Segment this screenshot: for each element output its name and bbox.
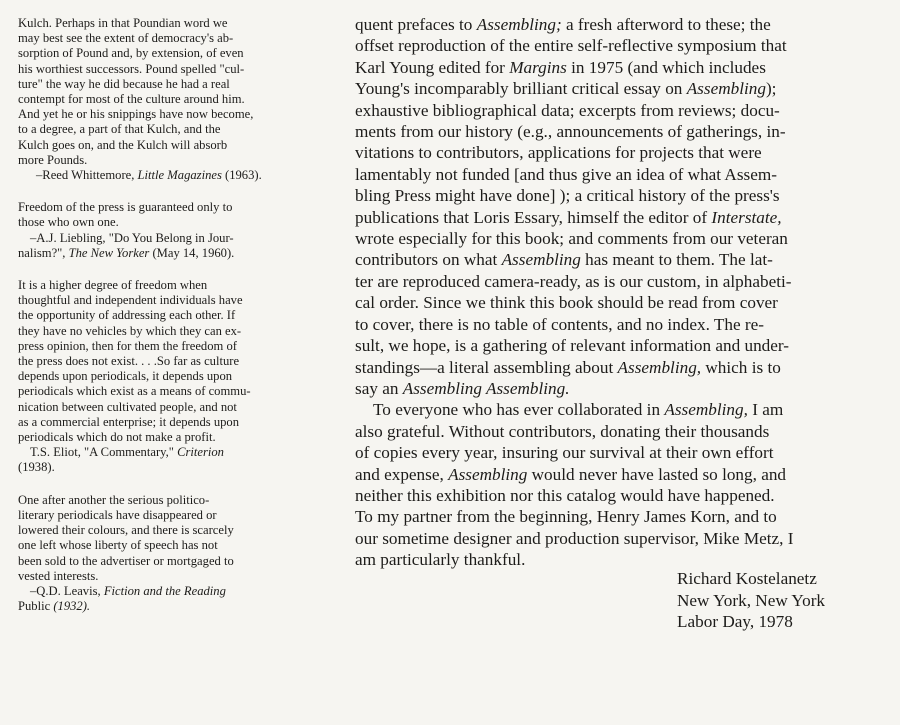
- text-run: to cover, there is no table of contents, and no index. The re-: [355, 314, 764, 334]
- text-run: thoughtful and independent individuals have: [18, 293, 243, 308]
- text-run: and expense,: [355, 464, 449, 484]
- quote-attribution: [18, 460, 318, 475]
- text-run: our sometime designer and production supervisor, Mike Metz, I: [355, 528, 794, 548]
- quote-attribution: [18, 599, 318, 614]
- text-run: wrote especially for this book; and comments from our veteran: [355, 229, 788, 249]
- text-run: a fresh afterword to these; the: [561, 15, 771, 34]
- text-run: I am: [747, 400, 784, 420]
- body-line: [355, 528, 895, 549]
- body-line: [355, 185, 895, 206]
- italic-title: Assembling: [448, 464, 528, 484]
- epigraph-quote: [18, 200, 318, 261]
- signature-line: [677, 611, 825, 633]
- epigraph-quote: [18, 278, 318, 476]
- italic-title: Assembling: [686, 79, 766, 99]
- text-run: vitations to contributors, applications for projects that were: [355, 143, 762, 163]
- text-run: been sold to the advertiser or mortgaged to: [18, 553, 234, 568]
- text-run: quent prefaces to: [355, 15, 477, 34]
- epigraph-quote: [18, 493, 318, 615]
- text-run: offset reproduction of the entire self-reflective symposium that: [355, 36, 787, 56]
- body-line: [355, 464, 895, 485]
- italic-title: Assembling;: [476, 15, 562, 34]
- text-run: –Q.D. Leavis,: [30, 583, 104, 598]
- text-run: Richard Kostelanetz: [677, 569, 817, 588]
- epigraph-quote: [18, 16, 318, 183]
- quote-line: [18, 138, 318, 153]
- quote-line: [18, 46, 318, 61]
- quote-line: [18, 384, 318, 399]
- italic-title: (1932).: [50, 599, 91, 614]
- text-run: It is a higher degree of freedom when: [18, 278, 208, 293]
- body-line: [355, 228, 895, 249]
- quote-attribution: [18, 584, 318, 599]
- text-run: Kulch. Perhaps in that Poundian word we: [18, 16, 228, 30]
- signature-line: [677, 590, 825, 612]
- italic-title: Assembling,: [664, 400, 748, 420]
- quote-line: [18, 508, 318, 523]
- text-run: sult, we hope, is a gathering of relevant information and under-: [355, 336, 789, 356]
- body-line: [355, 399, 895, 420]
- text-run: And yet he or his snippings have now become,: [18, 107, 254, 122]
- body-line: [355, 142, 895, 163]
- text-run: ter are reproduced camera-ready, as is our custom, in alphabeti-: [355, 271, 792, 291]
- body-line: [355, 35, 895, 56]
- text-run: nication between cultivated people, and not: [18, 399, 237, 414]
- text-run: contempt for most of the culture around him.: [18, 92, 245, 107]
- text-run: neither this exhibition nor this catalog would have happened.: [355, 485, 775, 505]
- text-run: –A.J. Liebling, "Do You Belong in Jour-: [30, 230, 234, 245]
- quote-line: [18, 92, 318, 107]
- quote-line: [18, 430, 318, 445]
- quote-attribution: [18, 445, 318, 460]
- text-run: standings—a literal assembling about: [355, 357, 618, 377]
- italic-title: Margins: [509, 57, 567, 77]
- body-line: [355, 100, 895, 121]
- text-run: );: [765, 79, 777, 99]
- quote-line: [18, 569, 318, 584]
- italic-title: Assembling Assembling.: [402, 378, 570, 398]
- body-line: [355, 121, 895, 142]
- text-run: –Reed Whittemore,: [36, 168, 138, 183]
- text-run: as a commercial enterprise; it depends upon: [18, 414, 240, 429]
- quote-line: [18, 523, 318, 538]
- body-line: [355, 506, 895, 527]
- body-line: [355, 249, 895, 270]
- body-line: [355, 378, 895, 399]
- text-run: his worthiest successors. Pound spelled "cul-: [18, 61, 245, 76]
- text-run: the opportunity of addressing each other. If: [18, 308, 236, 323]
- quote-line: [18, 153, 318, 168]
- quote-line: [18, 308, 318, 323]
- text-run: of copies every year, insuring our survival at their own effort: [355, 443, 774, 463]
- body-line: [355, 14, 895, 35]
- italic-title: The New Yorker: [68, 245, 150, 260]
- text-run: Public: [18, 599, 51, 614]
- quote-line: [18, 554, 318, 569]
- text-run: say an: [355, 378, 403, 398]
- quote-line: [18, 415, 318, 430]
- text-run: Labor Day, 1978: [677, 612, 793, 632]
- italic-title: Assembling: [501, 250, 581, 270]
- italic-title: Criterion: [177, 445, 224, 460]
- quote-line: [18, 400, 318, 415]
- body-line: [355, 271, 895, 292]
- text-run: vested interests.: [18, 568, 99, 583]
- epigraph-column: [18, 16, 318, 631]
- text-run: nalism?",: [18, 245, 69, 260]
- text-run: to a degree, a part of that Kulch, and the: [18, 122, 221, 137]
- body-line: [355, 335, 895, 356]
- quote-attribution: [18, 231, 318, 246]
- text-run: ture" the way he did because he had a real: [18, 76, 230, 91]
- body-line: [355, 314, 895, 335]
- text-run: would never have lasted so long, and: [527, 464, 787, 484]
- text-run: those who own one.: [18, 215, 119, 230]
- text-run: which is to: [701, 357, 781, 377]
- body-line: [355, 292, 895, 313]
- text-run: the press does not exist. . . .So far as culture: [18, 354, 240, 369]
- body-line: [355, 357, 895, 378]
- italic-title: Little Magazines: [137, 168, 222, 183]
- text-run: periodicals which exist as a means of commu-: [18, 384, 251, 399]
- quote-line: [18, 278, 318, 293]
- text-run: also grateful. Without contributors, donating their thousands: [355, 421, 770, 441]
- text-run: (1963).: [221, 168, 262, 183]
- text-run: (1938).: [18, 460, 55, 475]
- body-line: [355, 164, 895, 185]
- text-run: literary periodicals have disappeared or: [18, 507, 217, 522]
- text-run: Karl Young edited for: [355, 57, 510, 77]
- text-run: contributors on what: [355, 250, 502, 270]
- text-run: am particularly thankful.: [355, 550, 526, 570]
- italic-title: Assembling,: [617, 357, 702, 377]
- text-run: lamentably not funded [and thus give an idea of what Assem-: [355, 164, 777, 184]
- text-run: T.S. Eliot, "A Commentary,": [30, 445, 178, 460]
- text-run: they have no vehicles by which they can ex-: [18, 323, 242, 338]
- text-run: in 1975 (and which includes: [566, 57, 766, 77]
- text-run: Young's incomparably brilliant critical essay on: [355, 79, 687, 99]
- text-run: ments from our history (e.g., announcements of gatherings, in-: [355, 122, 786, 142]
- text-run: more Pounds.: [18, 152, 88, 167]
- quote-line: [18, 493, 318, 508]
- text-run: has meant to them. The lat-: [580, 250, 773, 270]
- body-column: [355, 14, 895, 571]
- signature-block: [677, 568, 825, 633]
- italic-title: Fiction and the Reading: [103, 583, 226, 598]
- text-run: lowered their colours, and there is scarcely: [18, 523, 234, 538]
- quote-line: [18, 122, 318, 137]
- body-line: [355, 442, 895, 463]
- text-run: One after another the serious politico-: [18, 492, 210, 507]
- text-run: bling Press might have done] ); a critical history of the press's: [355, 186, 780, 206]
- text-run: publications that Loris Essary, himself the editor of: [355, 207, 712, 227]
- quote-line: [18, 215, 318, 230]
- text-run: cal order. Since we think this book should be read from cover: [355, 293, 778, 313]
- body-line: [355, 207, 895, 228]
- text-run: may best see the extent of democracy's ab-: [18, 31, 234, 46]
- text-run: periodicals which do not make a profit.: [18, 430, 216, 445]
- text-run: Freedom of the press is guaranteed only to: [18, 200, 233, 215]
- text-run: exhaustive bibliographical data; excerpts from reviews; docu-: [355, 100, 780, 120]
- quote-line: [18, 31, 318, 46]
- signature-line: [677, 568, 825, 590]
- quote-line: [18, 293, 318, 308]
- text-run: press opinion, then for them the freedom of: [18, 338, 237, 353]
- quote-line: [18, 62, 318, 77]
- text-run: depends upon periodicals, it depends upon: [18, 369, 233, 384]
- quote-line: [18, 77, 318, 92]
- quote-attribution: [18, 168, 318, 183]
- body-line: [355, 485, 895, 506]
- text-run: one left whose liberty of speech has not: [18, 538, 218, 553]
- italic-title: Interstate,: [711, 207, 782, 227]
- quote-line: [18, 107, 318, 122]
- text-run: Kulch goes on, and the Kulch will absorb: [18, 137, 228, 152]
- text-run: sorption of Pound and, by extension, of even: [18, 46, 244, 61]
- text-run: To everyone who has ever collaborated in: [373, 400, 665, 420]
- quote-line: [18, 339, 318, 354]
- quote-line: [18, 354, 318, 369]
- quote-line: [18, 369, 318, 384]
- body-line: [355, 78, 895, 99]
- body-line: [355, 57, 895, 78]
- text-run: To my partner from the beginning, Henry James Korn, and to: [355, 507, 777, 527]
- text-run: New York, New York: [677, 590, 826, 610]
- text-run: (May 14, 1960).: [149, 245, 235, 260]
- body-line: [355, 421, 895, 442]
- quote-line: [18, 16, 318, 31]
- quote-line: [18, 200, 318, 215]
- quote-line: [18, 324, 318, 339]
- quote-attribution: [18, 246, 318, 261]
- quote-line: [18, 538, 318, 553]
